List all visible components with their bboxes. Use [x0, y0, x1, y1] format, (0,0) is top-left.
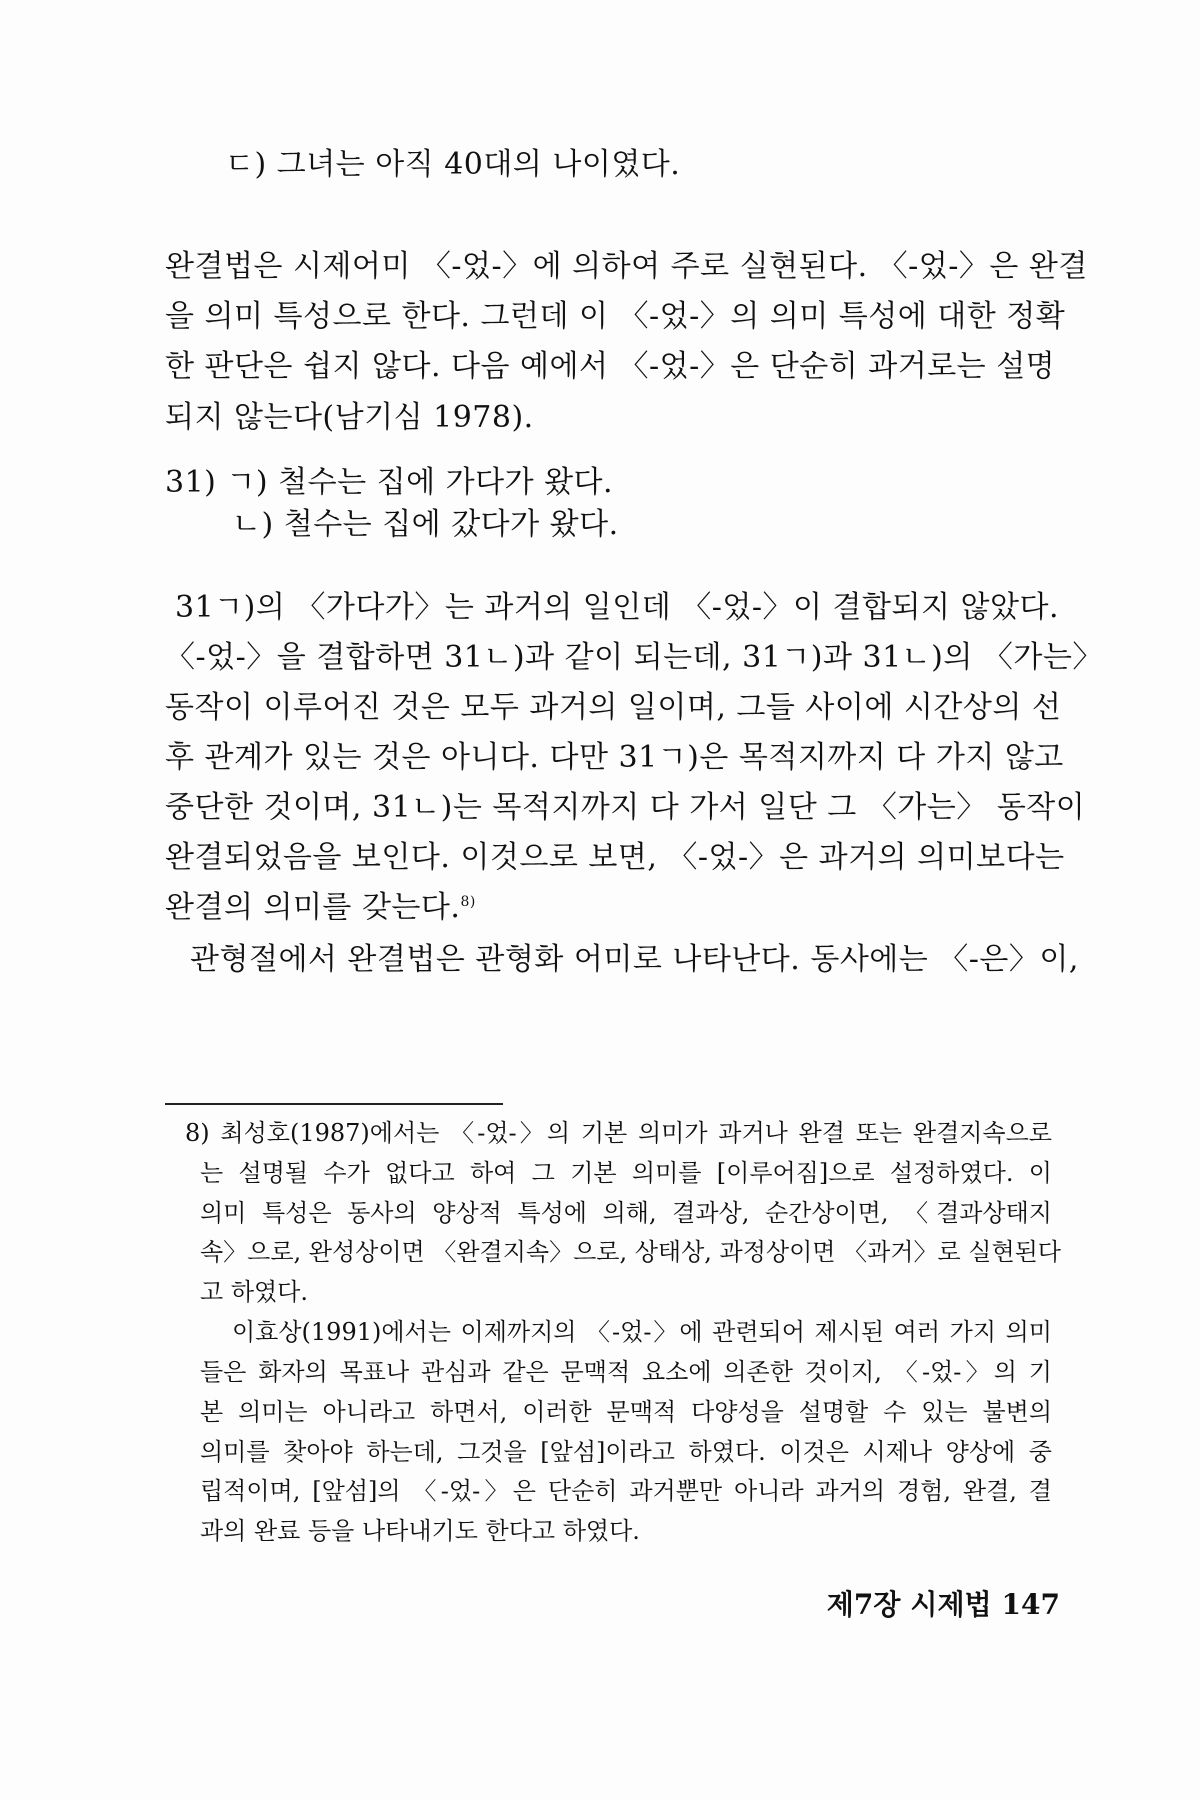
page-number: 147 — [1001, 1588, 1060, 1621]
footer-title: 시제법 — [910, 1588, 992, 1621]
footnote-line-4: 속〉으로, 완성상이면 〈완결지속〉으로, 상태상, 과정상이면 〈과거〉로 실현된다 — [200, 1238, 1061, 1266]
paragraph-1-line-4: 되지 않는다(남기심 1978). — [165, 400, 534, 435]
example-31-line-2: ㄴ) 철수는 집에 갔다가 왔다. — [232, 507, 619, 542]
paragraph-2-line-4: 후 관계가 있는 것은 아니다. 다만 31ㄱ)은 목적지까지 다 가지 않고 — [165, 740, 1064, 775]
footer-chapter: 제7장 — [826, 1588, 901, 1621]
paragraph-2-line-1: 31ㄱ)의 〈가다가〉는 과거의 일인데 〈-었-〉이 결합되지 않았다. — [175, 590, 1059, 625]
footnote-line-10: 립적이며, [앞섬]의 〈-었-〉은 단순히 과거뿐만 아니라 과거의 경험, 완결, 결 — [200, 1477, 1052, 1505]
paragraph-3-line-1: 관형절에서 완결법은 관형화 어미로 나타난다. 동사에는 〈-은〉이, — [190, 942, 1079, 977]
footnote-line-2: 는 설명될 수가 없다고 하여 그 기본 의미를 [이루어짐]으로 설정하였다. 이 — [200, 1159, 1052, 1187]
footnote-divider — [165, 1103, 503, 1105]
paragraph-2-line-6: 완결되었음을 보인다. 이것으로 보면, 〈-었-〉은 과거의 의미보다는 — [165, 840, 1065, 875]
paragraph-2-line-2: 〈-었-〉을 결합하면 31ㄴ)과 같이 되는데, 31ㄱ)과 31ㄴ)의 〈가는〉 — [165, 640, 1103, 675]
paragraph-1-line-2: 을 의미 특성으로 한다. 그런데 이 〈-었-〉의 의미 특성에 대한 정확 — [165, 299, 1066, 334]
footnote-line-7: 들은 화자의 목표나 관심과 같은 문맥적 요소에 의존한 것이지, 〈-었-〉의 기 — [200, 1358, 1052, 1386]
paragraph-1-line-1: 완결법은 시제어미 〈-었-〉에 의하여 주로 실현된다. 〈-었-〉은 완결 — [165, 249, 1088, 284]
footnote-line-3: 의미 특성은 동사의 양상적 특성에 의해, 결과상, 순간상이면, 〈결과상태지 — [200, 1199, 1052, 1227]
example-line-prev: ㄷ) 그녀는 아직 40대의 나이였다. — [225, 147, 681, 182]
footnote-line-11: 과의 완료 등을 나타내기도 한다고 하였다. — [200, 1517, 640, 1545]
footnote-ref-8[interactable]: 8) — [460, 894, 476, 910]
paragraph-2-line-7 — [165, 888, 1055, 928]
example-31-line-1: 31) ㄱ) 철수는 집에 가다가 왔다. — [165, 465, 614, 500]
paragraph-1-line-3: 한 판단은 쉽지 않다. 다음 예에서 〈-었-〉은 단순히 과거로는 설명 — [165, 349, 1056, 384]
footnote-line-5: 고 하였다. — [200, 1278, 308, 1306]
footnote-line-6: 이효상(1991)에서는 이제까지의 〈-었-〉에 관련되어 제시된 여러 가지 의미 — [232, 1318, 1052, 1346]
running-footer — [760, 1587, 1060, 1623]
footnote-line-9: 의미를 찾아야 하는데, 그것을 [앞섬]이라고 하였다. 이것은 시제나 양상에 중 — [200, 1438, 1052, 1466]
footnote-line-8: 본 의미는 아니라고 하면서, 이러한 문맥적 다양성을 설명할 수 있는 불변의 — [200, 1398, 1052, 1426]
paragraph-2-last-text: 완결의 의미를 갖는다. — [165, 890, 461, 925]
paragraph-2-line-5: 중단한 것이며, 31ㄴ)는 목적지까지 다 가서 일단 그 〈가는〉 동작이 — [165, 790, 1086, 825]
paragraph-2-line-3: 동작이 이루어진 것은 모두 과거의 일이며, 그들 사이에 시간상의 선 — [165, 690, 1062, 725]
footnote-line-1: 8) 최성호(1987)에서는 〈-었-〉의 기본 의미가 과거나 완결 또는 완결지속으로 — [185, 1119, 1052, 1147]
